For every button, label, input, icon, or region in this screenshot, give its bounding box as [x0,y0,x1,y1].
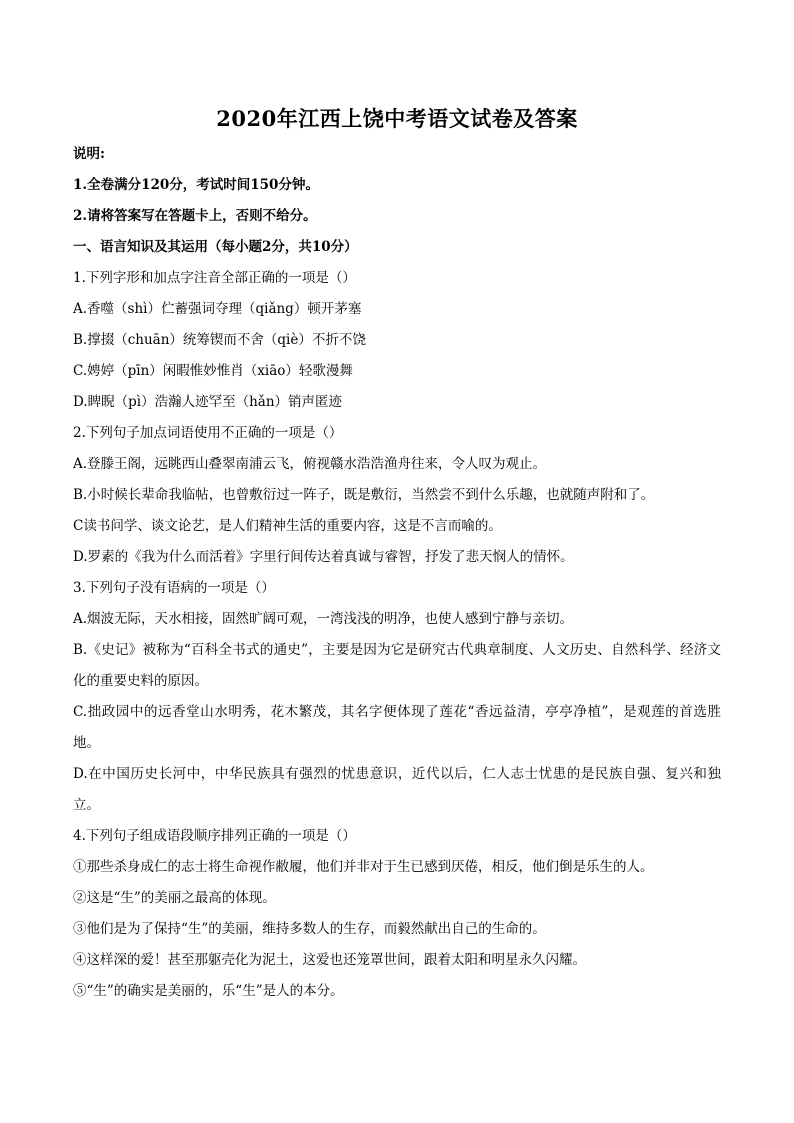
instructions-heading: 说明: [73,146,105,162]
instruction-item: 1.全卷满分120分，考试时间150分钟。 [73,177,319,193]
question-stem: 4.下列句子组成语段顺序排列正确的一项是（） [73,828,356,844]
question-stem: 3.下列句子没有语病的一项是（） [73,580,275,596]
question-option: A.登滕王阁，远眺西山叠翠南浦云飞，俯视赣水浩浩渔舟往来，令人叹为观止。 [73,456,547,472]
question-option: D.睥睨（pì）浩瀚人迹罕至（hǎn）销声匿迹 [73,394,343,410]
question-option: B.撑掇（chuān）统筹锲而不舍（qiè）不折不饶 [73,332,366,348]
question-option: C.娉婷（pīn）闲暇惟妙惟肖（xiāo）轻歌漫舞 [73,363,353,379]
question-option: D.罗素的《我为什么而活着》字里行间传达着真诚与睿智，抒发了悲天悯人的情怀。 [73,549,574,565]
question-stem: 2.下列句子加点词语使用不正确的一项是（） [73,425,343,441]
question-sentence: ①那些杀身成仁的志士将生命视作敝履，他们并非对于生已感到厌倦，相反，他们倒是乐生的人。 [73,859,654,875]
question-option: C.拙政园中的远香堂山水明秀，花木繁茂，其名字便体现了莲花“香远益清，亭亭净植”，是观莲的首选胜地。 [73,704,721,751]
question-option: B.《史记》被称为“百科全书式的通史”，主要是因为它是研究古代典章制度、人文历史、自然科学、经济文化的重要史料的原因。 [73,642,721,689]
question-sentence: ④这样深的爱！甚至那躯壳化为泥土，这爱也还笼罩世间，跟着太阳和明星永久闪耀。 [73,952,586,968]
question-stem: 1.下列字形和加点字注音全部正确的一项是（） [73,270,356,286]
question-sentence: ③他们是为了保持“生”的美丽，维持多数人的生存，而毅然献出自己的生命的。 [73,921,546,937]
question-option: D.在中国历史长河中，中华民族具有强烈的忧患意识，近代以后，仁人志士忧患的是民族自强、复兴和独立。 [73,766,721,813]
question-sentence: ⑤“生”的确实是美丽的，乐“生”是人的本分。 [73,983,344,999]
document-body [73,139,721,1007]
question-option: A.烟波无际，天水相接，固然旷阔可观，一湾浅浅的明净，也使人感到宁静与亲切。 [73,611,574,627]
page-title: 2020年江西上饶中考语文试卷及答案 [216,106,578,131]
question-option: A.香噬（shì）伫蓄强词夺理（qiǎng）顿开茅塞 [73,301,362,317]
instruction-item: 2.请将答案写在答题卡上，否则不给分。 [73,208,317,224]
question-option: C读书问学、谈文论艺，是人们精神生活的重要内容，这是不言而喻的。 [73,518,502,534]
question-option: B.小时候长辈命我临帖，也曾敷衍过一阵子，既是敷衍，当然尝不到什么乐趣，也就随声附和了。 [73,487,655,503]
question-sentence: ②这是“生”的美丽之最高的体现。 [73,890,276,906]
section-heading: 一、语言知识及其运用（每小题2分，共10分） [73,239,358,255]
